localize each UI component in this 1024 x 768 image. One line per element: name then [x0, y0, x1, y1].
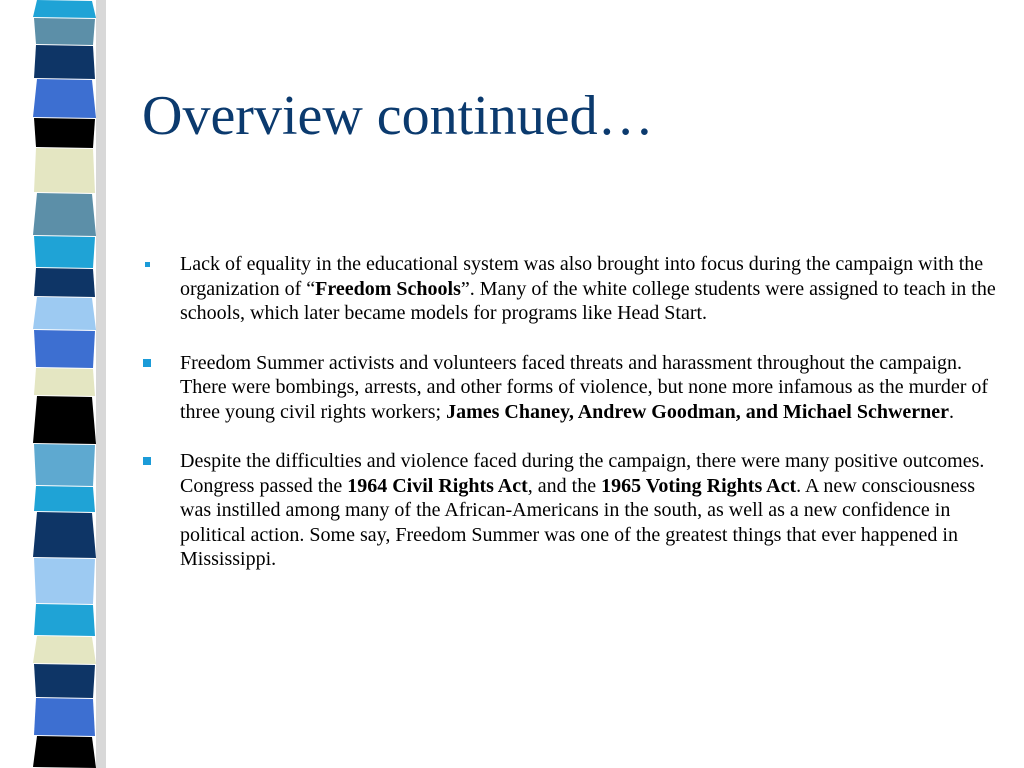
text-run: Freedom Summer activists and volunteers faced threats and harassment throughout the campaign. There were bombings, arrests, and other forms of violence, but none more infamous as the murder of three young civil rights workers; [180, 351, 989, 423]
stripe-shadow [96, 0, 106, 768]
stripe-block [34, 330, 95, 368]
stripe-block [34, 45, 95, 79]
stripe-graphic [0, 0, 120, 768]
stripe-block [34, 368, 95, 396]
stripe-block [34, 604, 95, 636]
stripe-block [34, 444, 95, 486]
bullet-text [180, 352, 988, 423]
stripe-block [34, 486, 95, 512]
bullet-square-icon [143, 457, 151, 465]
bold-text-run: 1964 Civil Rights Act [347, 474, 528, 497]
bold-text-run: Freedom Schools [315, 277, 461, 300]
bullet-item-positive-outcomes [140, 449, 1000, 572]
bullet-text [180, 253, 996, 324]
bullet-list [140, 252, 1000, 597]
decorative-stripe-border [0, 0, 120, 768]
text-run: ”. Many of the white college students were assigned to teach in the schools, which later became models for programs like Head Start. [180, 277, 996, 324]
bold-text-run: 1965 Voting Rights Act [601, 474, 797, 497]
bullet-item-threats-harassment [140, 351, 1000, 425]
stripe-block [34, 118, 95, 148]
text-run: . A new consciousness was instilled among many of the African-Americans in the south, as well as a new confidence in political action. Some say, Freedom Summer was one of the greatest things that ever happened in Mississippi. [180, 474, 975, 570]
stripe-block [33, 79, 96, 118]
bullet-text [180, 450, 984, 570]
stripe-block [33, 736, 96, 768]
slide-title: Overview continued… [142, 85, 654, 147]
stripe-block [34, 664, 95, 698]
stripe-block [33, 396, 96, 444]
stripe-block [33, 0, 96, 18]
stripe-block [34, 236, 95, 268]
stripe-block [34, 268, 95, 297]
stripe-block [34, 698, 95, 736]
text-run: , and the [527, 474, 602, 497]
stripe-block [34, 558, 95, 604]
bullet-square-icon [145, 262, 150, 267]
bullet-square-icon [143, 359, 151, 367]
stripe-block [34, 148, 95, 193]
stripe-left-margin [0, 0, 35, 768]
text-run: Despite the difficulties and violence faced during the campaign, there were many positive outcomes. Congress passed the [180, 450, 985, 497]
text-run: . [949, 400, 955, 423]
stripe-block [33, 193, 96, 236]
bold-text-run: James Chaney, Andrew Goodman, and Michael Schwerner [446, 400, 950, 423]
text-run: Lack of equality in the educational system was also brought into focus during the campaign with the organization of “ [180, 253, 984, 300]
stripe-block [33, 636, 96, 664]
stripe-block [33, 297, 96, 330]
stripe-block [34, 18, 95, 45]
bullet-item-freedom-schools [140, 252, 1000, 326]
stripe-block [33, 512, 96, 558]
